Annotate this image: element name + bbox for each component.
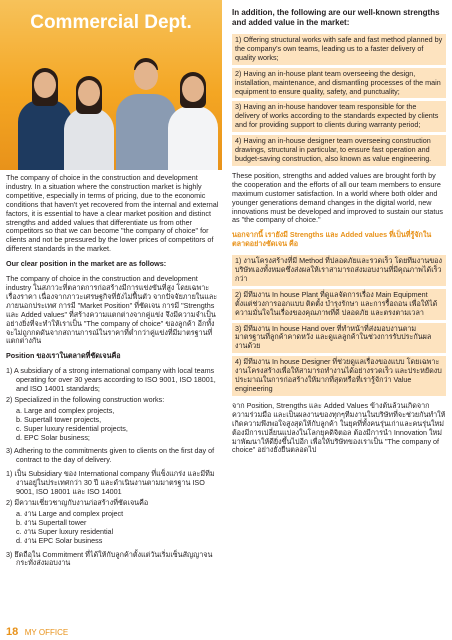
team-photo-person (168, 66, 218, 170)
thai-strength-item: 3) มีทีมงาน In house Hand over ที่ทำหน้าที่ส่งมอบงานตามมาตรฐานที่ลูกค้าคาดหวัง และดูแลลูกค้าในช่วงการรับประกันผลงานด้วย (232, 323, 446, 354)
position-subitems (6, 407, 220, 443)
thai-position-heading: Position ของเราในตลาดที่ชัดเจนคือ (6, 351, 121, 361)
page-footer (6, 626, 68, 638)
position-item: 2) Specialized in the following construction works: (6, 394, 165, 404)
thai-position-item: 3) ยึดถือใน Commitment ที่ได้ให้กับลูกค้าตั้งแต่วันเริ่มเซ็นสัญญาจนกระทั่งส่งมอบงาน (6, 549, 213, 568)
position-subitem: a. Large and complex projects, (16, 405, 115, 415)
position-item: 1) A subsidiary of a strong international company with local teams operating for over 30 years according to ISO 9001, ISO 18001, and ISO 14001 standards; (6, 366, 216, 394)
footer-label: MY OFFICE (24, 628, 69, 637)
thai-closing-paragraph: จาก Position, Strengths และ Added Values ข้างต้นล้วนเกิดจากความร่วมมือ และเป็นผลงานของทุกๆทีมงานในบริษัทที่จะช่วยกันทำให้เกิดความพึงพอใจสูงสุดให้กับลูกค้า ในยุคที่ทั้งคนรุ่นเก่าและคนรุ่นใหม่ต้องมีการเปลี่ยนแปลงในโลกยุคดิจิตอล ต้องมีการนำ Innovation ใหม่มาพัฒนาให้ดียิ่งขึ้นไปอีก เพื่อให้บริษัทของเราเป็น "The company of choice" อย่างยั่งยืนตลอดไป (232, 400, 446, 455)
position-subitem: c. Super luxury residential projects, (16, 423, 128, 433)
thai-position-list (6, 470, 220, 568)
thai-strength-item: 1) งานโครงสร้างที่มี Method ที่ปลอดภัยและรวดเร็ว โดยทีมงานของบริษัทเองทั้งหมดซึ่งส่งผลให้เราสามารถส่งมอบงานที่มีคุณภาพได้เร็วกว่า (232, 255, 446, 286)
thai-strengths-heading: นอกจากนี้ เรายังมี Strengths และ Added values ที่เป็นที่รู้จักในตลาดอย่างชัดเจน คือ (232, 230, 432, 249)
position-heading: Our clear position in the market are as follows: (6, 259, 167, 269)
position-list (6, 367, 220, 465)
thai-position-subitem: a. งาน Large and complex project (16, 508, 124, 518)
thai-position-subitem: d. งาน EPC Solar business (16, 535, 103, 545)
strength-item: 1) Offering structural works with safe and fast method planned by the company's own teams, leading us to a faster delivery of quality works; (232, 34, 446, 65)
strength-item: 4) Having an in-house designer team overseeing construction drawings, structural in particular, to ensure fast operation and budget-saving construction, also known as value engineering. (232, 135, 446, 166)
team-photo-person (64, 70, 114, 170)
strength-item: 2) Having an in-house plant team overseeing the design, installation, maintenance, and dismantling processes of the main equipment to ensure quality, safety, and punctuality; (232, 68, 446, 99)
thai-position-item: 2) มีความเชี่ยวชาญกับงานก่อสร้างที่ชัดเจนคือ (6, 498, 149, 507)
strength-item: 3) Having an in-house handover team responsible for the delivery of works according to the standards expected by clients and for providing support to clients during warranty period; (232, 101, 446, 132)
strengths-heading: In addition, the following are our well-known strengths and added value in the market: (232, 8, 440, 27)
position-item: 3) Adhering to the commitments given to clients on the first day of contract to the day of delivery. (6, 446, 215, 465)
thai-intro-paragraph: The company of choice in the construction and development industry ในสภาวะที่ตลาดการก่อสร้างมีการแข่งขันที่สูง โดยเฉพาะเรื่องราคา เนื่องจากภาวะเศรษฐกิจที่ยังไม่ฟื้นตัว จากปัจจัยภายในและภายนอกประเทศ การมี "Market Position" ที่ชัดเจน การมี "Strengths และ Added values" ที่สร้างความแตกต่างจากคู่แข่ง จึงมีความจำเป็นอย่างยิ่งที่จะทำให้เราเป็น "The company of choice" ของลูกค้า อีกทั้งจะไม่ถูกกดดันจากสถานการณ์ในราคาที่ต่ำกว่าคู่แข่งที่มีมาตรฐานที่แตกต่างกัน (6, 274, 218, 346)
banner-title: Commercial Dept. (30, 12, 192, 33)
thai-strength-item: 2) มีทีมงาน In house Plant ที่ดูแลจัดการเรื่อง Main Equipment ตั้งแต่ช่วงการออกแบบ ติดตั้ง บำรุงรักษา และการรื้อถอน เพื่อให้ได้ความมั่นใจในเรื่องของคุณภาพที่ดี ปลอดภัย และตรงตามเวลา (232, 289, 446, 320)
left-column (6, 174, 220, 573)
closing-paragraph: These position, strengths and added values are brought forth by the cooperation and the efforts of all our team members to ensure maximum customer satisfaction. In a world where both older and younger generations demand changes in the digital world, new innovations must be developed and improved to sustain our status as "the company of choice." (232, 170, 443, 225)
intro-paragraph: The company of choice in the construction and development industry. In a situation where the construction market is highly competitive, especially in terms of pricing, due to the economic conditions that haven't yet recovered from the internal and external factors, it is essential to have a clear market position and distinct strengths and added values that differentiate us from other competitors so that we can become "the company of choice" for clients and not be pressured by the lower prices of competitors of different standards in the market. (6, 173, 219, 254)
position-subitem: b. Supertall tower projects, (16, 414, 102, 424)
hero-banner (0, 0, 222, 170)
thai-position-subitem: b. งาน Supertall tower (16, 517, 87, 527)
thai-strength-item: 4) มีทีมงาน In house Designer ที่ช่วยดูแลเรื่องของแบบ โดยเฉพาะงานโครงสร้างเพื่อให้สามารถทำงานได้อย่างรวดเร็ว และประหยัดงบประมาณในการก่อสร้างให้มากที่สุดหรือที่เรารู้จักว่า Value engineering (232, 356, 446, 396)
thai-position-item: 1) เป็น Subsidiary ของ International company ที่แข็งแกร่ง และมีทีมงานอยู่ในประเทศกว่า 30 ปี และดำเนินงานตามมาตรฐาน ISO 9001, ISO 18001 และ ISO 14001 (6, 469, 215, 497)
team-photo-person (116, 52, 176, 170)
thai-position-subitems (6, 510, 220, 546)
right-column (232, 8, 446, 461)
position-subitem: d. EPC Solar business; (16, 432, 90, 442)
page-number: 18 (6, 626, 19, 638)
thai-position-subitem: c. งาน Super luxury residential (16, 526, 114, 536)
